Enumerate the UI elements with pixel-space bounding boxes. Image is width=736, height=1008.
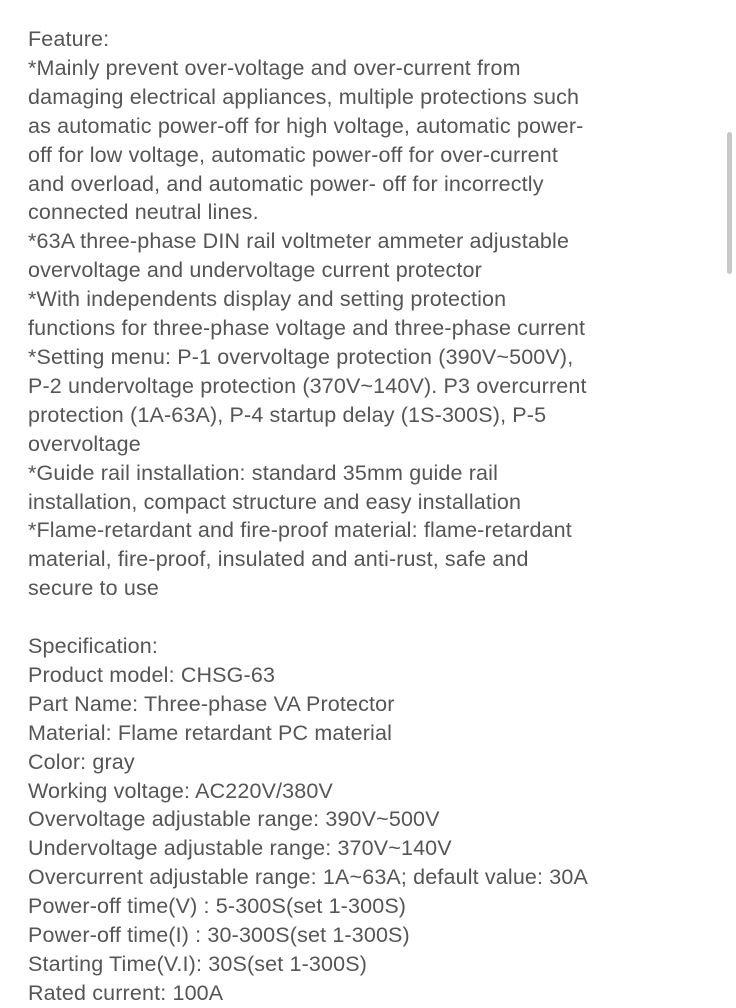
feature-line: damaging electrical appliances, multiple protections such	[28, 84, 580, 109]
feature-line: *With independents display and setting protection	[28, 287, 507, 312]
feature-line: *63A three-phase DIN rail voltmeter ammeter adjustable	[28, 229, 570, 254]
feature-line: off for low voltage, automatic power-off for over-current	[28, 142, 558, 167]
feature-line: as automatic power-off for high voltage, automatic power-	[28, 113, 584, 138]
feature-section	[28, 25, 718, 603]
feature-line: secure to use	[28, 576, 160, 601]
feature-line: *Setting menu: P-1 overvoltage protection (390V~500V),	[28, 344, 574, 369]
feature-line: material, fire-proof, insulated and anti-rust, safe and	[28, 547, 529, 572]
spec-line: Material: Flame retardant PC material	[28, 720, 393, 745]
specification-section	[28, 632, 718, 1008]
feature-line: connected neutral lines.	[28, 200, 259, 225]
feature-line: functions for three-phase voltage and three-phase current	[28, 316, 586, 341]
spec-line: Power-off time(V) : 5-300S(set 1-300S)	[28, 894, 407, 919]
feature-line: protection (1A-63A), P-4 startup delay (1S-300S), P-5	[28, 402, 547, 427]
specification-heading: Specification:	[28, 634, 158, 659]
feature-line: overvoltage	[28, 431, 141, 456]
feature-line: *Flame-retardant and fire-proof material: flame-retardant	[28, 518, 572, 543]
feature-line: *Mainly prevent over-voltage and over-current from	[28, 55, 521, 80]
section-spacer	[28, 603, 718, 632]
feature-line: P-2 undervoltage protection (370V~140V). P3 overcurrent	[28, 373, 587, 398]
feature-heading: Feature:	[28, 27, 110, 51]
feature-line: overvoltage and undervoltage current protector	[28, 258, 482, 283]
spec-line: Starting Time(V.I): 30S(set 1-300S)	[28, 951, 368, 976]
spec-line: Product model: CHSG-63	[28, 662, 276, 687]
vertical-scrollbar[interactable]	[727, 132, 732, 274]
feature-line: and overload, and automatic power- off for incorrectly	[28, 171, 544, 196]
spec-line: Undervoltage adjustable range: 370V~140V	[28, 836, 452, 861]
spec-line: Overvoltage adjustable range: 390V~500V	[28, 807, 440, 832]
spec-line: Overcurrent adjustable range: 1A~63A; default value: 30A	[28, 865, 588, 890]
spec-line: Power-off time(I) : 30-300S(set 1-300S)	[28, 923, 410, 948]
feature-line: installation, compact structure and easy installation	[28, 489, 522, 514]
product-description	[28, 25, 718, 1008]
spec-line: Working voltage: AC220V/380V	[28, 778, 333, 803]
spec-line: Color: gray	[28, 749, 135, 774]
feature-line: *Guide rail installation: standard 35mm guide rail	[28, 460, 498, 485]
spec-line: Rated current: 100A	[28, 980, 224, 1005]
spec-line: Part Name: Three-phase VA Protector	[28, 691, 395, 716]
